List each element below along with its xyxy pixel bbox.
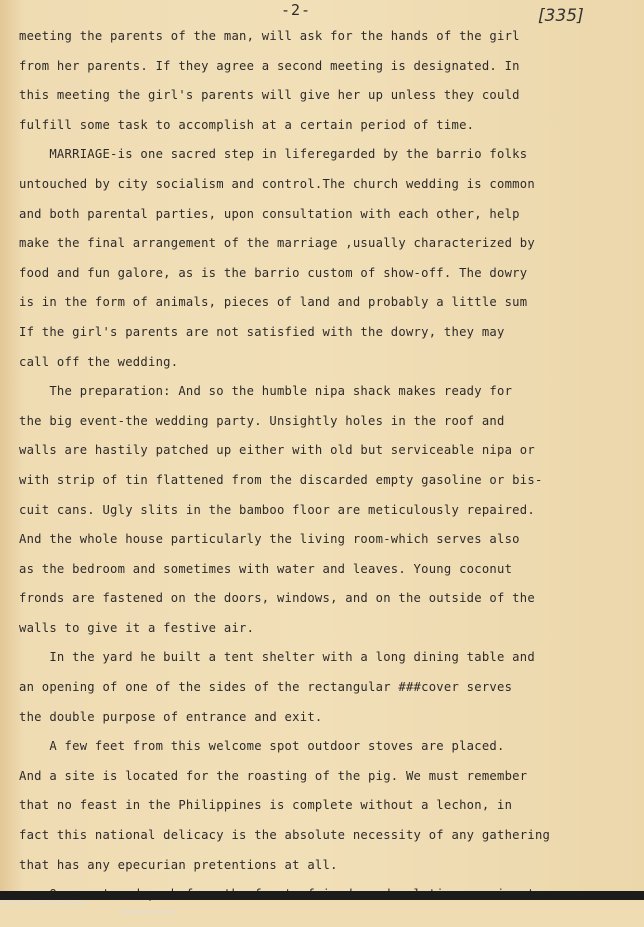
scan-footer xyxy=(0,891,644,916)
footer-filename: HLF28BB01A22570.tif xyxy=(120,910,176,916)
text-line: If the girl's parents are not satisfied with the dowry, they may xyxy=(19,324,505,339)
text-line: that no feast in the Philippines is complete without a lechon, in xyxy=(19,798,513,813)
text-line: as the bedroom and sometimes with water and leaves. Young coconut xyxy=(19,561,513,576)
text-line: fronds are fastened on the doors, windows, and on the outside of the xyxy=(19,591,535,606)
text-line: A few feet from this welcome spot outdoor stoves are placed. xyxy=(19,739,505,754)
text-line: In the yard he built a tent shelter with a long dining table and xyxy=(19,650,535,665)
footer-library: National Library of the Philippines xyxy=(2,901,87,907)
text-line: The preparation: And so the humble nipa shack makes ready for xyxy=(19,384,513,399)
text-line: the double purpose of entrance and exit. xyxy=(19,709,323,724)
text-line: that has any epecurian pretentions at all. xyxy=(19,857,338,872)
text-line: is in the form of animals, pieces of land and probably a little sum xyxy=(19,295,528,310)
text-line: walls to give it a festive air. xyxy=(19,620,255,635)
text-line: with strip of tin flattened from the discarded empty gasoline or bis- xyxy=(19,472,543,487)
text-line: food and fun galore, as is the barrio custom of show-off. The dowry xyxy=(19,265,528,280)
text-line: make the final arrangement of the marriage ,usually characterized by xyxy=(19,236,535,251)
text-line: an opening of one of the sides of the rectangular ###cover serves xyxy=(19,680,513,695)
text-line: And a site is located for the roasting of the pig. We must remember xyxy=(19,768,528,783)
page-number: -2- xyxy=(281,1,312,19)
text-line: cuit cans. Ugly slits in the bamboo floor are meticulously repaired. xyxy=(19,502,535,517)
text-line: fact this national delicacy is the absolute necessity of any gathering xyxy=(19,828,551,843)
text-line: from her parents. If they agree a second meeting is designated. In xyxy=(19,58,520,73)
text-line: and both parental parties, upon consultation with each other, help xyxy=(19,206,520,221)
text-line: MARRIAGE-is one sacred step in liferegarded by the barrio folks xyxy=(19,147,528,162)
text-line: fulfill some task to accomplish at a certain period of time. xyxy=(19,117,475,132)
text-line: meeting the parents of the man, will ask for the hands of the girl xyxy=(19,29,520,43)
text-line: the big event-the wedding party. Unsightly holes in the roof and xyxy=(19,413,505,428)
typed-body-text xyxy=(19,22,644,910)
text-line: And the whole house particularly the living room-which serves also xyxy=(19,532,520,547)
document-number: [335] xyxy=(538,6,584,26)
text-line: call off the wedding. xyxy=(19,354,179,369)
text-line: walls are hastily patched up either with old but serviceable nipa or xyxy=(19,443,535,458)
text-line: this meeting the girl's parents will give her up unless they could xyxy=(19,88,520,103)
text-line: untouched by city socialism and control.The church wedding is common xyxy=(19,176,535,191)
